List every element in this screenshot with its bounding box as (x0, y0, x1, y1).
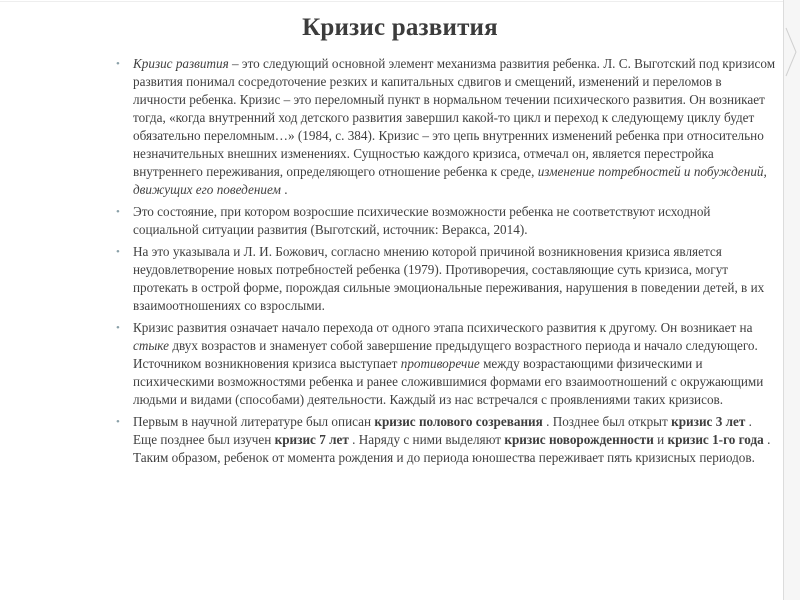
top-divider (0, 1, 800, 2)
bold-term: кризис 3 лет (671, 414, 746, 429)
italic-term: стыке (133, 338, 170, 353)
paragraph-text: Это состояние, при котором возросшие психические возможности ребенка не соответствуют исходной социальной ситуации развития (Выготский, источник: Веракса, 2014). (133, 204, 711, 237)
italic-term: противоречие (400, 356, 480, 371)
paragraph-text: и (653, 432, 668, 447)
italic-term: изменение потребностей и побуждений, движущих его поведением (133, 164, 767, 197)
bullet-paragraph (116, 203, 776, 239)
paragraph-text: между возрастающими физическими и психическими возможностями ребенка и ранее сложившимися формами его взаимоотношений с окружающими людьми и видами (способами) деятельности. Каждый из нас встречался с проявлениями таких кризисов. (133, 356, 764, 407)
paragraph-text: . Позднее был открыт (542, 414, 672, 429)
paragraph-text: . Наряду с ними выделяют (348, 432, 505, 447)
bullet-list (116, 55, 776, 471)
paragraph-text: . Еще позднее был изучен (133, 414, 752, 447)
paragraph-text: . Таким образом, ребенок от момента рождения и до периода юношества переживает пять кризисных периодов. (133, 432, 771, 465)
paragraph-text: – это следующий основной элемент механизма развития ребенка. Л. С. Выготский под кризисом развития понимал сосредоточение резких и капитальных сдвигов и смещений, изменений и переломов в личности ребенка. Кризис – это переломный пункт в нормальном течении психического развития. Он возникает тогда, «когда внутренний ход детского развития завершил какой-то цикл и переход к следующему циклу будет обязательно переломным…» (1984, с. 384). Кризис – это цепь внутренних изменений ребенка при относительно незначительных внешних изменениях. Сущностью каждого кризиса, отмечал он, является перестройка внутреннего переживания, определяющего отношение ребенка к среде, (133, 56, 776, 179)
bullet-paragraph (116, 55, 776, 199)
bullet-paragraph (116, 319, 776, 409)
paragraph-text: Кризис развития означает начало перехода от одного этапа психического развития к другому. Он возникает на (133, 320, 753, 335)
bullet-paragraph (116, 243, 776, 315)
dot-bullet-icon: • (116, 322, 120, 334)
dot-bullet-icon: • (116, 246, 120, 258)
bold-term: кризис 7 лет (274, 432, 349, 447)
bold-term: кризис 1-го года (667, 432, 764, 447)
bullet-paragraph (116, 413, 776, 467)
paragraph-text: Первым в научной литературе был описан (133, 414, 375, 429)
italic-term: Кризис развития (133, 56, 233, 71)
paragraph-text: двух возрастов и знаменует собой завершение предыдущего возрастного периода и начало следующего. Источником возникновения кризиса выступает (133, 338, 758, 371)
paragraph-text: . (280, 182, 288, 197)
paragraph-text: На это указывала и Л. И. Божович, согласно мнению которой причиной возникновения кризиса является неудовлетворение новых потребностей ребенка (1979). Противоречия, составляющие суть кризиса, могут протекать в острой форме, порождая сильные эмоциональные переживания, нарушения в поведении детей, в их взаимоотношениях со взрослыми. (133, 244, 765, 313)
dot-bullet-icon: • (116, 206, 120, 218)
dot-bullet-icon: • (116, 416, 120, 428)
right-decor-band (784, 0, 800, 600)
dot-bullet-icon: • (116, 58, 120, 70)
bold-term: кризис новорожденности (504, 432, 654, 447)
slide-title: Кризис развития (302, 14, 498, 41)
bold-term: кризис полового созревания (374, 414, 543, 429)
